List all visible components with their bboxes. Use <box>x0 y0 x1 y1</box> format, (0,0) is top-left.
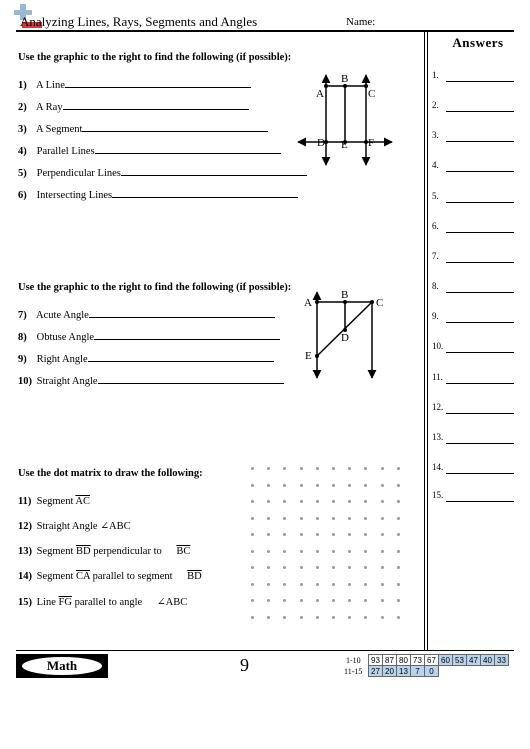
score-cell: 53 <box>453 655 467 666</box>
question-1 <box>18 78 251 91</box>
question-15 <box>18 596 187 608</box>
matrix-dot[interactable] <box>397 583 400 586</box>
matrix-dot[interactable] <box>316 599 319 602</box>
question-number: 6) <box>18 190 27 201</box>
matrix-dot[interactable] <box>251 616 254 619</box>
matrix-dot[interactable] <box>267 616 270 619</box>
answer-row-6[interactable] <box>430 221 520 235</box>
matrix-dot[interactable] <box>316 616 319 619</box>
answer-number: 13. <box>432 432 444 442</box>
answer-line[interactable] <box>88 352 274 362</box>
point-label-e: E <box>305 350 312 362</box>
matrix-dot[interactable] <box>267 583 270 586</box>
matrix-dot[interactable] <box>283 566 286 569</box>
score-cell: 67 <box>425 655 439 666</box>
question-number: 2) <box>18 102 27 113</box>
matrix-dot[interactable] <box>381 533 384 536</box>
matrix-dot[interactable] <box>300 550 303 553</box>
point-label-b: B <box>341 289 349 301</box>
matrix-dot[interactable] <box>381 616 384 619</box>
matrix-dot[interactable] <box>316 583 319 586</box>
question-5 <box>18 166 307 179</box>
answer-line[interactable] <box>65 78 251 88</box>
matrix-dot[interactable] <box>332 550 335 553</box>
section1-instruction: Use the graphic to the right to find the following (if possible): <box>18 52 292 63</box>
question-text: Straight Angle <box>36 376 98 387</box>
question-number: 4) <box>18 146 27 157</box>
answer-blank[interactable] <box>446 262 514 263</box>
score-cell: 7 <box>411 666 425 677</box>
question-text-2: parallel to angle <box>74 597 143 608</box>
matrix-dot[interactable] <box>316 533 319 536</box>
matrix-dot[interactable] <box>283 517 286 520</box>
section3-instruction: Use the dot matrix to draw the following: <box>18 468 203 479</box>
score-cell: 20 <box>383 666 397 677</box>
score-cell: 13 <box>397 666 411 677</box>
empty-cell <box>467 666 481 677</box>
answer-blank[interactable] <box>446 473 514 474</box>
matrix-dot[interactable] <box>251 599 254 602</box>
question-text-2: parallel to segment <box>92 571 173 582</box>
question-11 <box>18 496 90 507</box>
question-number: 14) <box>18 571 32 582</box>
answer-blank[interactable] <box>446 413 514 414</box>
matrix-dot[interactable] <box>364 467 367 470</box>
point-label-b: B <box>341 73 349 85</box>
matrix-dot[interactable] <box>397 550 400 553</box>
answer-number: 6. <box>432 221 439 231</box>
section2-instruction: Use the graphic to the right to find the following (if possible): <box>18 282 292 293</box>
question-text: Segment <box>36 496 74 507</box>
score-cell: 47 <box>467 655 481 666</box>
answer-number: 8. <box>432 281 439 291</box>
segment-symbol: $\overline{BD}$ <box>76 546 91 557</box>
matrix-dot[interactable] <box>316 500 319 503</box>
answer-row-13[interactable] <box>430 432 520 446</box>
score-cell: 87 <box>383 655 397 666</box>
matrix-dot[interactable] <box>332 484 335 487</box>
figure-2-diagram <box>300 286 400 382</box>
matrix-dot[interactable] <box>332 467 335 470</box>
matrix-dot[interactable] <box>364 616 367 619</box>
answer-row-4[interactable] <box>430 160 520 174</box>
answer-blank[interactable] <box>446 202 514 203</box>
matrix-dot[interactable] <box>283 583 286 586</box>
point-label-a: A <box>316 88 324 100</box>
score-cell: 60 <box>439 655 453 666</box>
question-text: Line <box>36 597 56 608</box>
math-brand-logo <box>16 654 108 678</box>
answers-divider <box>424 32 425 650</box>
point-label-d: D <box>317 137 325 149</box>
matrix-dot[interactable] <box>267 550 270 553</box>
answer-blank[interactable] <box>446 171 514 172</box>
matrix-dot[interactable] <box>300 583 303 586</box>
question-text: Segment <box>36 571 74 582</box>
page-number: 9 <box>240 655 249 675</box>
point-label-c: C <box>376 297 384 309</box>
answer-blank[interactable] <box>446 501 514 502</box>
point-label-a: A <box>304 297 312 309</box>
question-text: Segment <box>36 546 74 557</box>
answers-heading: Answers <box>452 35 504 50</box>
matrix-dot[interactable] <box>364 566 367 569</box>
matrix-dot[interactable] <box>332 533 335 536</box>
matrix-dot[interactable] <box>348 484 351 487</box>
answer-blank[interactable] <box>446 352 514 353</box>
question-number: 1) <box>18 80 27 91</box>
matrix-dot[interactable] <box>364 500 367 503</box>
question-10 <box>18 374 284 387</box>
question-number: 12) <box>18 521 32 532</box>
page-title: Analyzing Lines, Rays, Segments and Angles <box>20 14 258 29</box>
answer-blank[interactable] <box>446 292 514 293</box>
segment-symbol-2: $\overline{BC}$ <box>176 546 191 557</box>
point-label-e: E <box>341 139 348 151</box>
matrix-dot[interactable] <box>332 500 335 503</box>
matrix-dot[interactable] <box>267 566 270 569</box>
matrix-dot[interactable] <box>316 550 319 553</box>
matrix-dot[interactable] <box>397 500 400 503</box>
question-8 <box>18 330 280 343</box>
matrix-dot[interactable] <box>397 484 400 487</box>
empty-cell <box>495 666 509 677</box>
line-symbol: $\overline{FG}$ <box>58 597 72 608</box>
matrix-dot[interactable] <box>397 517 400 520</box>
matrix-dot[interactable] <box>364 533 367 536</box>
matrix-dot[interactable] <box>381 550 384 553</box>
answer-row-12[interactable] <box>430 402 520 416</box>
matrix-dot[interactable] <box>251 517 254 520</box>
header-rule <box>16 30 514 32</box>
matrix-dot[interactable] <box>348 599 351 602</box>
matrix-dot[interactable] <box>316 517 319 520</box>
score-cell: 0 <box>425 666 439 677</box>
matrix-dot[interactable] <box>267 467 270 470</box>
answer-row-10[interactable] <box>430 341 520 355</box>
brand-text: Math <box>46 658 78 673</box>
matrix-dot[interactable] <box>283 467 286 470</box>
matrix-dot[interactable] <box>381 500 384 503</box>
answer-blank[interactable] <box>446 322 514 323</box>
answer-row-9[interactable] <box>430 311 520 325</box>
matrix-dot[interactable] <box>316 467 319 470</box>
answer-line[interactable] <box>98 374 284 384</box>
matrix-dot[interactable] <box>397 599 400 602</box>
point-label-d: D <box>341 332 349 344</box>
matrix-dot[interactable] <box>332 583 335 586</box>
question-number: 5) <box>18 168 27 179</box>
question-12 <box>18 520 131 532</box>
answer-number: 11. <box>432 372 443 382</box>
matrix-dot[interactable] <box>251 550 254 553</box>
score-range-label-2: 11-15 <box>344 667 363 676</box>
answer-number: 12. <box>432 402 444 412</box>
matrix-dot[interactable] <box>364 583 367 586</box>
answer-number: 3. <box>432 130 439 140</box>
score-range-label-1: 1-10 <box>346 656 361 665</box>
answer-number: 1. <box>432 70 439 80</box>
answer-number: 9. <box>432 311 439 321</box>
matrix-dot[interactable] <box>348 616 351 619</box>
matrix-dot[interactable] <box>364 599 367 602</box>
matrix-dot[interactable] <box>300 517 303 520</box>
question-number: 13) <box>18 546 32 557</box>
question-2 <box>18 100 249 113</box>
question-text: Parallel Lines <box>36 146 95 157</box>
matrix-dot[interactable] <box>348 517 351 520</box>
question-number: 8) <box>18 332 27 343</box>
matrix-dot[interactable] <box>251 484 254 487</box>
question-text: Intersecting Lines <box>36 190 113 201</box>
question-text: A Line <box>36 80 65 91</box>
matrix-dot[interactable] <box>300 566 303 569</box>
answer-row-15[interactable] <box>430 490 520 504</box>
matrix-dot[interactable] <box>251 500 254 503</box>
question-text-2: perpendicular to <box>93 546 162 557</box>
answer-blank[interactable] <box>446 111 514 112</box>
angle-symbol: ∠ABC <box>156 597 188 608</box>
matrix-dot[interactable] <box>397 616 400 619</box>
matrix-dot[interactable] <box>300 500 303 503</box>
answer-row-2[interactable] <box>430 100 520 114</box>
question-text: A Ray <box>36 102 63 113</box>
question-6 <box>18 188 298 201</box>
answer-number: 5. <box>432 191 439 201</box>
answer-blank[interactable] <box>446 443 514 444</box>
point-label-c: C <box>368 88 376 100</box>
matrix-dot[interactable] <box>364 550 367 553</box>
answer-line[interactable] <box>121 166 307 176</box>
score-cell: 80 <box>397 655 411 666</box>
matrix-dot[interactable] <box>267 533 270 536</box>
answer-blank[interactable] <box>446 81 514 82</box>
segment-symbol: $\overline{AC}$ <box>75 496 91 507</box>
answer-blank[interactable] <box>446 141 514 142</box>
question-number: 11) <box>18 496 32 507</box>
matrix-dot[interactable] <box>348 533 351 536</box>
question-7 <box>18 308 275 321</box>
answer-row-8[interactable] <box>430 281 520 295</box>
matrix-dot[interactable] <box>300 467 303 470</box>
answer-row-5[interactable] <box>430 191 520 205</box>
question-number: 15) <box>18 597 32 608</box>
answer-line[interactable] <box>94 330 280 340</box>
matrix-dot[interactable] <box>332 566 335 569</box>
matrix-dot[interactable] <box>251 583 254 586</box>
matrix-dot[interactable] <box>267 517 270 520</box>
answer-line[interactable] <box>63 100 249 110</box>
matrix-dot[interactable] <box>348 467 351 470</box>
matrix-dot[interactable] <box>381 484 384 487</box>
question-number: 9) <box>18 354 27 365</box>
matrix-dot[interactable] <box>364 517 367 520</box>
answers-divider-inner <box>427 32 428 650</box>
matrix-dot[interactable] <box>332 616 335 619</box>
question-text: Obtuse Angle <box>36 332 95 343</box>
matrix-dot[interactable] <box>300 616 303 619</box>
matrix-dot[interactable] <box>283 484 286 487</box>
matrix-dot[interactable] <box>267 500 270 503</box>
answer-line[interactable] <box>112 188 298 198</box>
matrix-dot[interactable] <box>300 533 303 536</box>
answer-blank[interactable] <box>446 232 514 233</box>
segment-symbol: $\overline{CA}$ <box>76 571 91 582</box>
matrix-dot[interactable] <box>316 566 319 569</box>
answer-number: 7. <box>432 251 439 261</box>
matrix-dot[interactable] <box>251 533 254 536</box>
score-cell: 27 <box>369 666 383 677</box>
matrix-dot[interactable] <box>316 484 319 487</box>
matrix-dot[interactable] <box>300 484 303 487</box>
matrix-dot[interactable] <box>381 566 384 569</box>
matrix-dot[interactable] <box>283 500 286 503</box>
question-text: Right Angle <box>36 354 88 365</box>
score-cell: 73 <box>411 655 425 666</box>
matrix-dot[interactable] <box>267 484 270 487</box>
matrix-dot[interactable] <box>300 599 303 602</box>
matrix-dot[interactable] <box>283 550 286 553</box>
matrix-dot[interactable] <box>381 467 384 470</box>
answer-row-11[interactable] <box>430 372 520 386</box>
answer-line[interactable] <box>82 122 268 132</box>
answer-row-3[interactable] <box>430 130 520 144</box>
matrix-dot[interactable] <box>364 484 367 487</box>
answer-line[interactable] <box>95 144 281 154</box>
matrix-dot[interactable] <box>348 583 351 586</box>
answer-row-7[interactable] <box>430 251 520 265</box>
question-number: 7) <box>18 310 27 321</box>
answer-blank[interactable] <box>446 383 514 384</box>
matrix-dot[interactable] <box>283 599 286 602</box>
matrix-dot[interactable] <box>348 566 351 569</box>
matrix-dot[interactable] <box>397 566 400 569</box>
matrix-dot[interactable] <box>283 533 286 536</box>
answer-row-14[interactable] <box>430 462 520 476</box>
answer-line[interactable] <box>89 308 275 318</box>
matrix-dot[interactable] <box>267 599 270 602</box>
matrix-dot[interactable] <box>332 599 335 602</box>
matrix-dot[interactable] <box>397 467 400 470</box>
matrix-dot[interactable] <box>381 517 384 520</box>
matrix-dot[interactable] <box>381 599 384 602</box>
question-text: Acute Angle <box>36 310 89 321</box>
answer-number: 14. <box>432 462 444 472</box>
answer-row-1[interactable] <box>430 70 520 84</box>
question-4 <box>18 144 281 157</box>
question-14 <box>18 571 202 582</box>
matrix-dot[interactable] <box>381 583 384 586</box>
answer-number: 15. <box>432 490 444 500</box>
matrix-dot[interactable] <box>348 550 351 553</box>
question-3 <box>18 122 268 135</box>
figure-1-diagram <box>296 70 406 170</box>
question-text: Straight Angle ∠ABC <box>36 521 131 532</box>
question-text: Perpendicular Lines <box>36 168 121 179</box>
question-13 <box>18 546 190 557</box>
point-label-f: F <box>368 137 375 149</box>
matrix-dot[interactable] <box>397 533 400 536</box>
segment-symbol-2: $\overline{BD}$ <box>187 571 202 582</box>
answer-number: 10. <box>432 341 444 351</box>
question-text: A Segment <box>36 124 83 135</box>
score-cell: 33 <box>495 655 509 666</box>
empty-cell <box>481 666 495 677</box>
question-9 <box>18 352 274 365</box>
question-number: 10) <box>18 376 32 387</box>
empty-cell <box>439 666 453 677</box>
answer-number: 4. <box>432 160 439 170</box>
name-label: Name: <box>346 16 376 28</box>
score-cell: 93 <box>369 655 383 666</box>
score-cell: 40 <box>481 655 495 666</box>
empty-cell <box>453 666 467 677</box>
matrix-dot[interactable] <box>251 467 254 470</box>
answer-number: 2. <box>432 100 439 110</box>
matrix-dot[interactable] <box>332 517 335 520</box>
score-table <box>368 654 509 677</box>
footer-rule <box>16 650 514 651</box>
matrix-dot[interactable] <box>348 500 351 503</box>
matrix-dot[interactable] <box>283 616 286 619</box>
matrix-dot[interactable] <box>251 566 254 569</box>
question-number: 3) <box>18 124 27 135</box>
